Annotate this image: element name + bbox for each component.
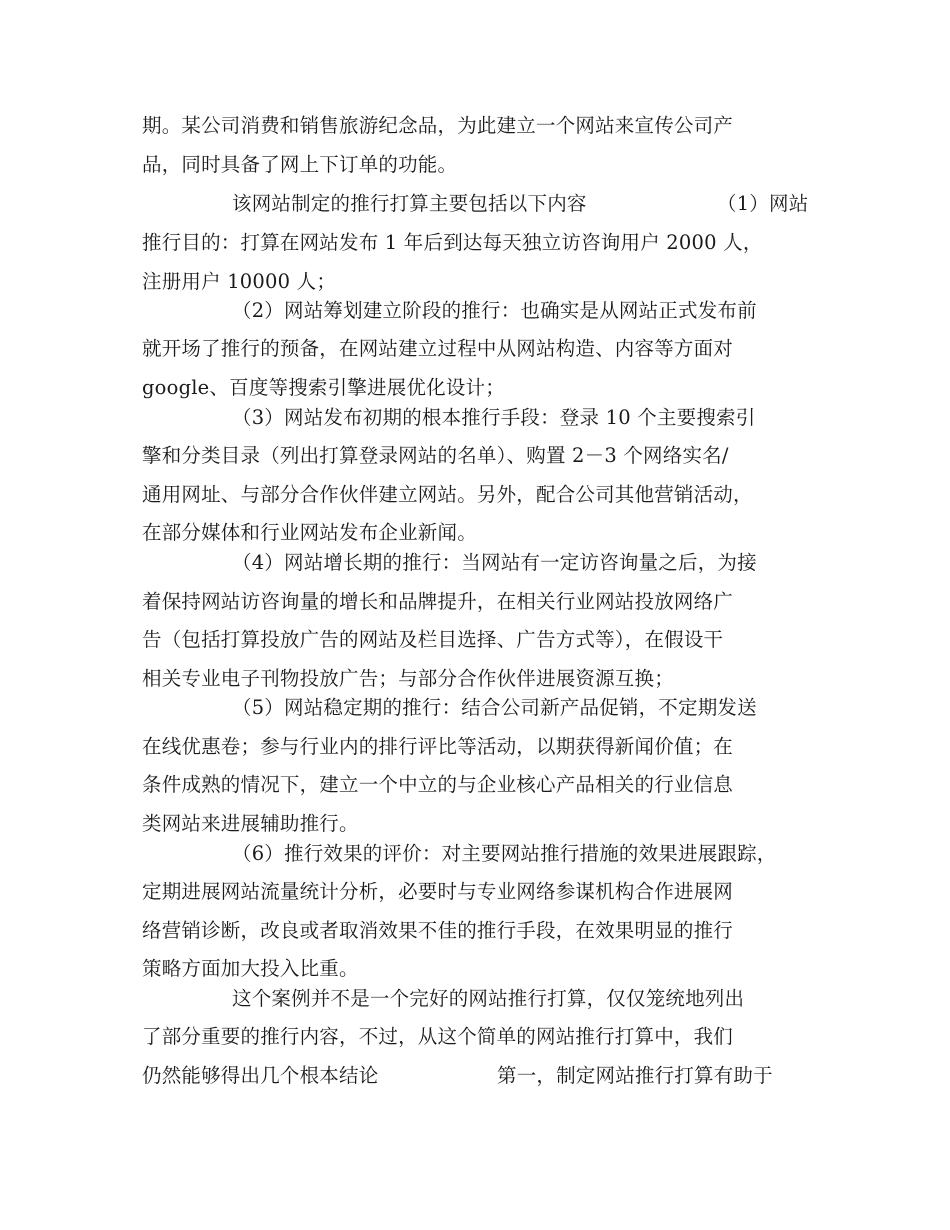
text-line: 推行目的：打算在网站发布 1 年后到达每天独立访咨询用户 2000 人， — [142, 231, 763, 254]
text-line: 就开场了推行的预备，在网站建立过程中从网站构造、内容等方面对 — [142, 337, 734, 360]
text-line: 擎和分类目录（列出打算登录网站的名单）、购置 2－3 个网络实名/ — [142, 444, 729, 467]
text-line: （1）网站 — [717, 192, 809, 215]
text-line: 策略方面加大投入比重。 — [142, 957, 359, 980]
text-line: 络营销诊断，改良或者取消效果不佳的推行手段，在效果明显的推行 — [142, 919, 734, 942]
text-line: （4）网站增长期的推行：当网站有一定访咨询量之后，为接 — [232, 551, 757, 574]
text-line: 告（包括打算投放广告的网站及栏目选择、广告方式等），在假设干 — [142, 628, 724, 651]
text-line: （3）网站发布初期的根本推行手段：登录 10 个主要搜索引 — [232, 406, 756, 429]
text-line: 相关专业电子刊物投放广告；与部分合作伙伴进展资源互换； — [142, 667, 674, 690]
text-line: 在部分媒体和行业网站发布企业新闻。 — [142, 521, 477, 544]
text-line: 定期进展网站流量统计分析，必要时与专业网络参谋机构合作进展网 — [142, 880, 734, 903]
text-line: 这个案例并不是一个完好的网站推行打算，仅仅笼统地列出 — [232, 987, 745, 1010]
text-line: （6）推行效果的评价：对主要网站推行措施的效果进展跟踪， — [232, 842, 777, 865]
text-line: 在线优惠卷；参与行业内的排行评比等活动，以期获得新闻价值；在 — [142, 735, 734, 758]
text-line: 了部分重要的推行内容，不过，从这个简单的网站推行打算中，我们 — [142, 1025, 734, 1048]
text-line: （2）网站筹划建立阶段的推行：也确实是从网站正式发布前 — [232, 299, 757, 322]
text-line: 品，同时具备了网上下订单的功能。 — [142, 153, 458, 176]
text-line: 注册用户 10000 人； — [142, 270, 337, 293]
text-line: 条件成熟的情况下，建立一个中立的与企业核心产品相关的行业信息 — [142, 773, 734, 796]
text-line: 期。某公司消费和销售旅游纪念品，为此建立一个网站来宣传公司产 — [142, 114, 734, 137]
text-line: 类网站来进展辅助推行。 — [142, 812, 359, 835]
text-line: 通用网址、与部分合作伙伴建立网站。另外，配合公司其他营销活动， — [142, 483, 753, 506]
text-line: google、百度等搜索引擎进展优化设计； — [142, 376, 505, 399]
text-line: 着保持网站访咨询量的增长和品牌提升，在相关行业网站投放网络广 — [142, 590, 734, 613]
text-line: 该网站制定的推行打算主要包括以下内容 — [232, 192, 587, 215]
text-line: 第一，制定网站推行打算有助于 — [497, 1064, 773, 1087]
text-line: （5）网站稳定期的推行：结合公司新产品促销，不定期发送 — [232, 696, 757, 719]
text-line: 仍然能够得出几个根本结论 — [142, 1064, 379, 1087]
